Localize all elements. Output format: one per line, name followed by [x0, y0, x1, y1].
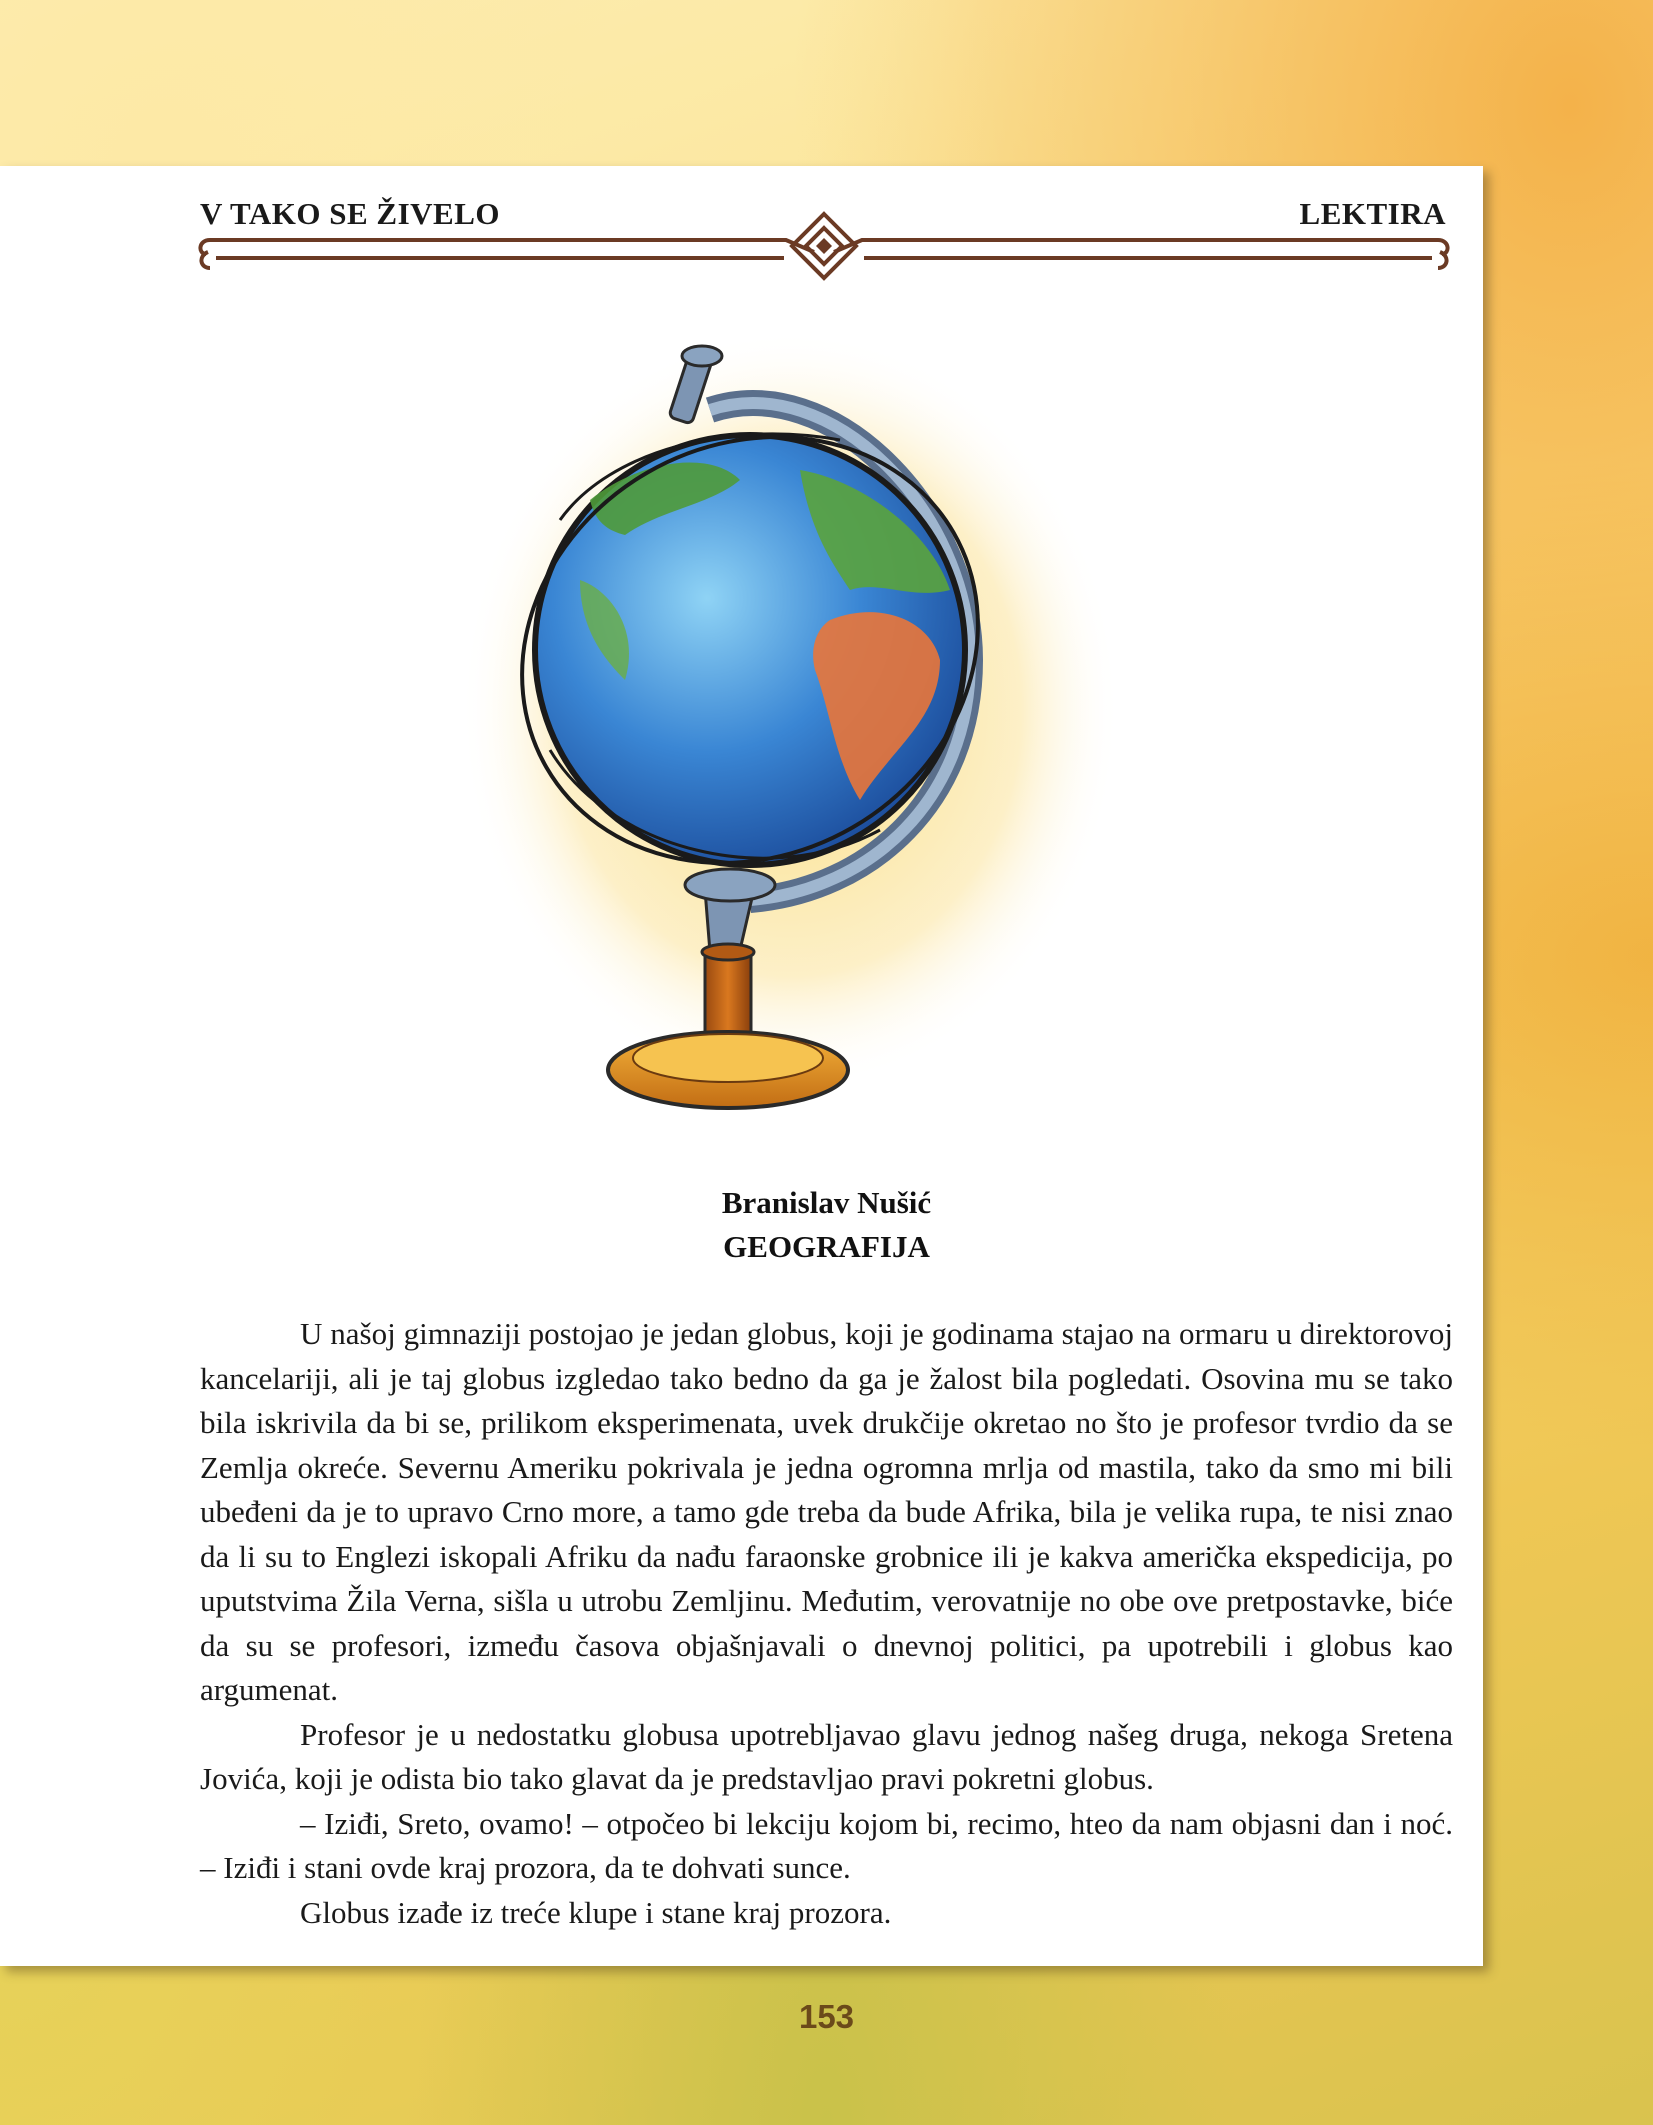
globe-illustration	[410, 330, 1170, 1130]
paragraph: – Iziđi, Sreto, ovamo! – otpočeo bi lekciju kojom bi, recimo, hteo da nam objasni dan i noć. – Iziđi i stani ovde kraj prozora, da te dohvati sunce.	[200, 1805, 1453, 1885]
paragraph: U našoj gimnaziji postojao je jedan globus, koji je godinama stajao na ormaru u direktorovoj kancelariji, ali je taj globus izgledao tako bedno da ga je žalost bila pogledati. Osovina mu se tako bila iskrivila da bi se, prilikom eksperimenata, uvek drukčije okretao no što je profesor tvrdio da se Zemlja okreće. Severnu Ameriku pokrivala je jedna ogromna mrlja od mastila, tako da smo mi bili ubeđeni da je to upravo Crno more, a tamo gde treba da bude Afrika, bila je velika rupa, te nisi znao da li su to Englezi iskopali Afriku da nađu faraonske grobnice ili je kakva američka ekspedicija, po uputstvima Žila Verna, sišla u utrobu Zemljinu. Međutim, verovatnije no obe ove pretpostavke, biće da su se profesori, između časova objašnjavali o dnevnoj politici, pa upotrebili i globus kao argumenat.	[200, 1316, 1453, 1707]
running-header-right: LEKTIRA	[1299, 196, 1446, 231]
running-header-left: V TAKO SE ŽIVELO	[200, 196, 501, 231]
page-number: 153	[798, 1998, 855, 2035]
story-title: GEOGRAFIJA	[723, 1229, 930, 1264]
paragraph: Globus izađe iz treće klupe i stane kraj prozora.	[300, 1894, 892, 1930]
author-name: Branislav Nušić	[721, 1185, 932, 1220]
header-ornament-divider	[196, 208, 1452, 298]
story-text	[200, 1312, 1453, 1935]
paragraph: Profesor je u nedostatku globusa upotrebljavao glavu jednog našeg druga, nekoga Sretena Jovića, koji je odista bio tako glavat da je predstavljao pravi pokretni globus.	[200, 1716, 1453, 1796]
